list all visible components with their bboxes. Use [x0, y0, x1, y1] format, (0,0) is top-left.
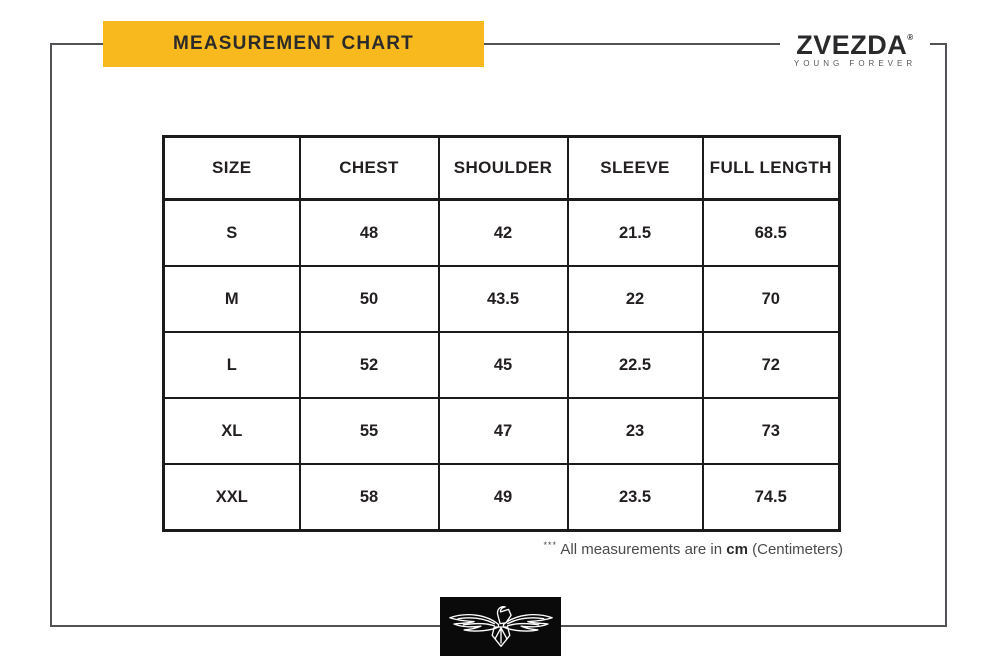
table-header-row [164, 137, 840, 200]
cell-full-length: 68.5 [703, 200, 840, 267]
cell-size: XXL [164, 464, 300, 531]
cell-shoulder: 47 [439, 398, 568, 464]
cell-full-length: 72 [703, 332, 840, 398]
brand-wordmark [780, 24, 930, 59]
column-header-size: SIZE [164, 137, 300, 200]
cell-sleeve: 23 [568, 398, 703, 464]
measurement-table [162, 135, 841, 532]
measurement-unit-note [162, 540, 843, 558]
cell-chest: 50 [300, 266, 439, 332]
footnote-suffix: (Centimeters) [752, 541, 843, 558]
cell-full-length: 70 [703, 266, 840, 332]
table-row-xxl [164, 464, 840, 531]
cell-shoulder: 42 [439, 200, 568, 267]
column-header-shoulder: SHOULDER [439, 137, 568, 200]
table-row-s [164, 200, 840, 267]
footnote-unit: cm [726, 541, 748, 558]
brand-tagline: YOUNG FOREVER [793, 59, 917, 68]
column-header-chest: CHEST [300, 137, 439, 200]
cell-size: M [164, 266, 300, 332]
footnote-text: All measurements are in [560, 541, 723, 558]
cell-size: XL [164, 398, 300, 464]
eagle-icon [445, 601, 557, 653]
table-row-l [164, 332, 840, 398]
registered-trademark-icon: ® [907, 33, 914, 42]
table-row-m [164, 266, 840, 332]
cell-full-length: 74.5 [703, 464, 840, 531]
brand-eagle-emblem [440, 597, 561, 656]
brand-name: ZVEZDA [796, 30, 908, 60]
cell-shoulder: 49 [439, 464, 568, 531]
cell-sleeve: 22.5 [568, 332, 703, 398]
cell-full-length: 73 [703, 398, 840, 464]
title-banner [103, 21, 484, 67]
cell-shoulder: 45 [439, 332, 568, 398]
page-title: MEASUREMENT CHART [172, 33, 414, 54]
cell-sleeve: 23.5 [568, 464, 703, 531]
column-header-sleeve: SLEEVE [568, 137, 703, 200]
cell-shoulder: 43.5 [439, 266, 568, 332]
cell-chest: 58 [300, 464, 439, 531]
cell-size: L [164, 332, 300, 398]
footnote-asterisks: *** [543, 540, 558, 550]
brand-logo [780, 24, 930, 66]
cell-chest: 48 [300, 200, 439, 267]
cell-chest: 52 [300, 332, 439, 398]
cell-sleeve: 22 [568, 266, 703, 332]
cell-size: S [164, 200, 300, 267]
cell-sleeve: 21.5 [568, 200, 703, 267]
table-row-xl [164, 398, 840, 464]
cell-chest: 55 [300, 398, 439, 464]
column-header-full-length: FULL LENGTH [703, 137, 840, 200]
